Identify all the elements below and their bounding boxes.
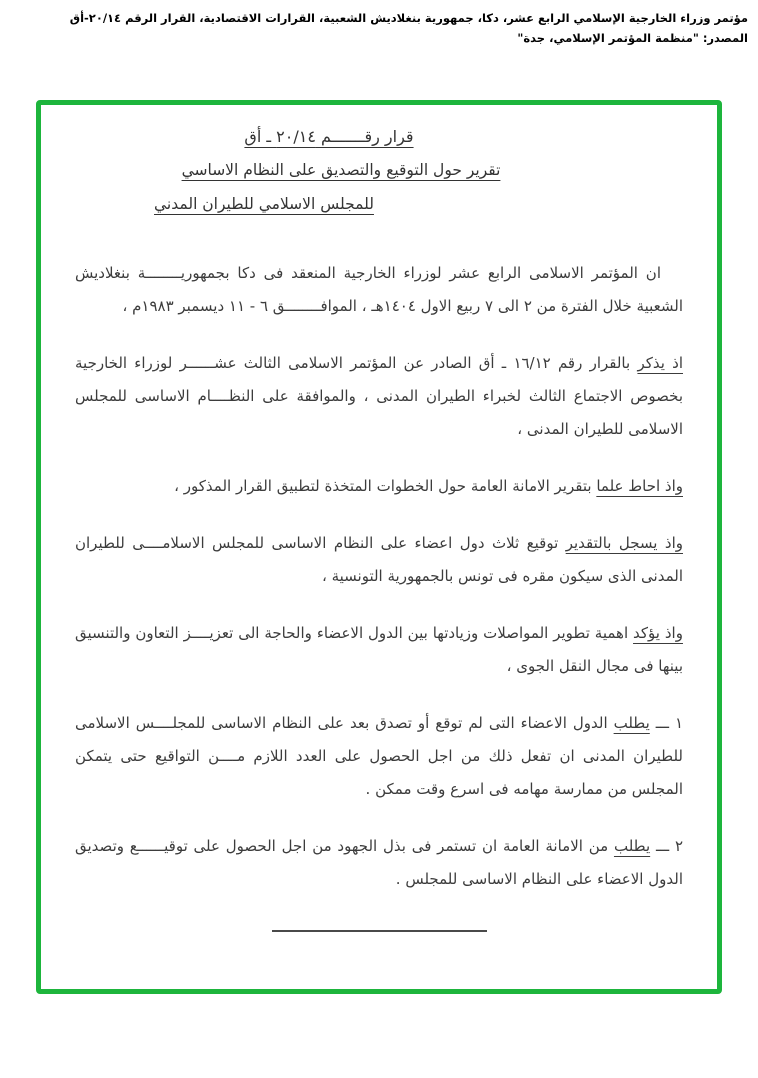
recital-paragraph-3 [75,527,683,593]
resolution-subject-title-line1: تقرير حول التوقيع والتصديق على النظام الاساسي [181,161,501,180]
recital-2-text: بتقرير الامانة العامة حول الخطوات المتخذة لتطبيق القرار المذكور ، [174,477,592,496]
recital-1-text: بالقرار رقم ١٦/١٢ ـ أق الصادر عن المؤتمر الاسلامى الثالث عشــــــر لوزراء الخارجية بخصوص الاجتماع الثالث لخبراء الطيران المدنى ، والموافقة على النظــــام الاساسى للمجلس الاسلامى للطيران المدنى ، [75,354,683,439]
source-header-line2: المصدر: "منظمة المؤتمر الإسلامي، جدة" [517,31,748,46]
recital-4-text: اهمية تطوير المواصلات وزيادتها بين الدول الاعضاء والحاجة الى تعزيــــز التعاون والتنسيق بينها فى مجال النقل الجوى ، [75,624,683,676]
source-header [10,8,748,48]
source-header-line1: مؤتمر وزراء الخارجية الإسلامي الرابع عشر، دكا، جمهورية بنغلاديش الشعبية، القرارات الاقتصادية، القرار الرقم ٢٠/١٤-أق [69,11,748,25]
operative-item-2-text: من الامانة العامة ان تستمر فى بذل الجهود من اجل الحصول على توقيــــــع وتصديق الدول الاعضاء على النظام الاساسى للمجلس . [75,837,683,889]
operative-item-1-number: ١ ـــ [655,714,683,733]
recital-1-lead: اذ يذكر [637,354,683,373]
recital-paragraph-2 [75,470,683,503]
operative-item-1-lead: يطلب [613,714,650,733]
operative-item-1-text: الدول الاعضاء التى لم توقع أو تصدق بعد على النظام الاساسى للمجلــــس الاسلامى للطيران المدنى ان تفعل ذلك من اجل الحصول على العدد اللازم مــــن التواقيع حتى يتمكن المجلس من ممارسة مهامه فى اسرع وقت ممكن . [75,714,683,799]
recital-3-lead: واذ يسجل بالتقدير [565,534,683,553]
recital-paragraph-1 [75,347,683,446]
operative-item-2-number: ٢ ـــ [655,837,683,856]
resolution-subject-title-line2: للمجلس الاسلامي للطيران المدني [154,194,374,213]
operative-item-2 [75,830,683,896]
scanned-document-frame [36,100,722,994]
recital-3-text: توقيع ثلاث دول اعضاء على النظام الاساسى للمجلس الاسلامــــى للطيران المدنى الذى سيكون مقره فى تونس بالجمهورية التونسية ، [75,534,683,586]
title-block [75,125,683,215]
scanned-document-body [41,105,717,989]
resolution-number-title: قرار رقـــــــم ٢٠/١٤ ـ أق [244,127,414,146]
recital-4-lead: واذ يؤكد [633,624,683,643]
operative-item-2-lead: يطلب [613,837,651,856]
preamble-paragraph [75,257,683,323]
recital-paragraph-4 [75,617,683,683]
preamble-text: ان المؤتمر الاسلامى الرابع عشر لوزراء الخارجية المنعقد فى دكا بجمهوريــــــــة بنغلاديش الشعبية خلال الفترة من ٢ الى ٧ ربيع الاول ١٤٠٤هـ ، الموافــــــــق ٦ - ١١ ديسمبر ١٩٨٣م ، [75,264,683,316]
end-rule [272,930,487,932]
recital-2-lead: واذ احاط علما [596,477,683,496]
operative-item-1 [75,707,683,806]
